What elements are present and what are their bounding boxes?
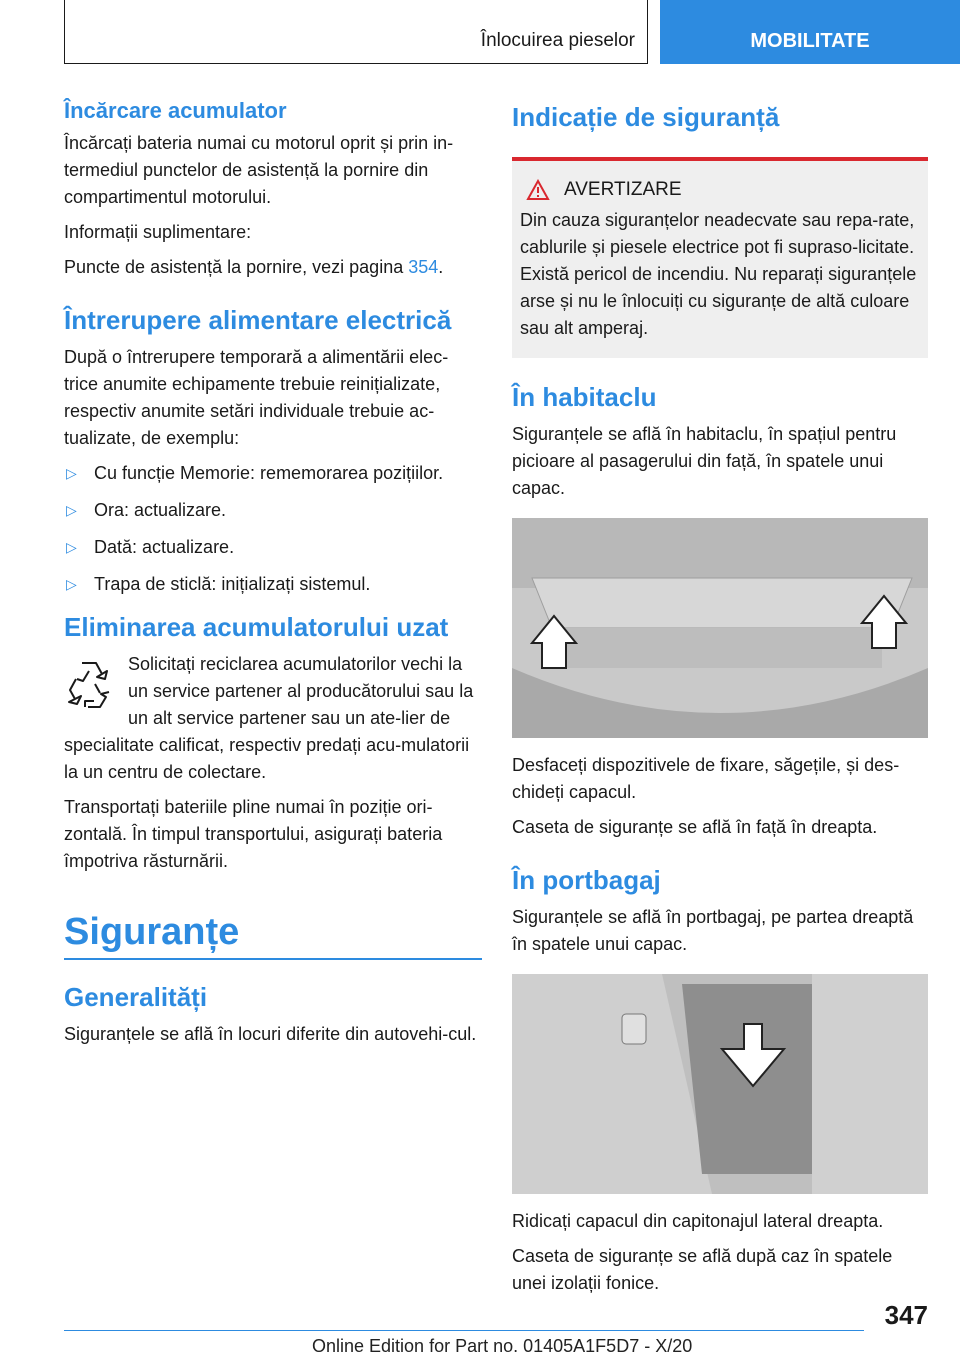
list-item: ▷ Cu funcție Memorie: rememorarea pozițiilor. bbox=[64, 460, 482, 487]
para-power: După o întrerupere temporară a alimentării elec‐trice anumite echipamente trebuie reinițializate, respectiv anumite setări individuale trebuie ac‐tualizate, de exemplu: bbox=[64, 347, 449, 448]
para-ref: Puncte de asistență la pornire, vezi pagina 354. bbox=[64, 257, 444, 277]
page-ref-link[interactable]: 354 bbox=[408, 257, 439, 277]
list-item: ▷ Trapa de sticlă: inițializați sistemul. bbox=[64, 571, 482, 598]
trunk-fuse-photo bbox=[512, 974, 928, 1194]
list-item: ▷ Dată: actualizare. bbox=[64, 534, 482, 561]
chapter-tab[interactable]: MOBILITATE bbox=[660, 0, 960, 64]
warning-text: Din cauza siguranțelor neadecvate sau repa‐rate, cablurile și piesele electrice pot fi supraso‐licitate. Există pericol de incendiu. Nu reparați siguranțele arse și nu le înlocuiți cu siguranțe de altă culoare sau alt amperaj. bbox=[520, 210, 917, 338]
heading-dispose: Eliminarea acumulatorului uzat bbox=[64, 612, 449, 642]
left-column bbox=[64, 98, 482, 1056]
warning-triangle-icon bbox=[526, 179, 550, 201]
warning-title: AVERTIZARE bbox=[564, 179, 682, 200]
header-frame bbox=[64, 0, 648, 64]
para-general: Siguranțele se află în locuri diferite din autovehi‐cul. bbox=[64, 1024, 477, 1044]
para-info: Informații suplimentare: bbox=[64, 222, 252, 242]
heading-charge: Încărcare acumulator bbox=[64, 98, 287, 123]
footer-divider bbox=[64, 1330, 864, 1331]
cabin-fuse-photo bbox=[512, 518, 928, 738]
warning-title-row bbox=[520, 179, 920, 201]
heading-cabin: În habitaclu bbox=[512, 382, 657, 412]
recycle-icon bbox=[64, 657, 114, 715]
chapter-heading-fuses: Siguranțe bbox=[64, 911, 482, 960]
para-trunk-box: Caseta de siguranțe se află după caz în spatele unei izolații fonice. bbox=[512, 1246, 893, 1293]
recycle-block bbox=[64, 651, 482, 786]
warning-box bbox=[512, 157, 928, 358]
bullet-list bbox=[64, 460, 482, 598]
heading-general: Generalități bbox=[64, 982, 208, 1012]
para-trunk-step: Ridicați capacul din capitonajul lateral dreapta. bbox=[512, 1211, 884, 1231]
heading-trunk: În portbagaj bbox=[512, 865, 661, 895]
edition-text: Online Edition for Part no. 01405A1F5D7 - X/20 bbox=[312, 1336, 693, 1356]
section-title: Înlocuirea pieselor bbox=[480, 30, 635, 51]
para-transport: Transportați bateriile pline numai în poziție ori‐zontală. În timpul transportului, asigurați bateria împotriva răsturnării. bbox=[64, 797, 443, 871]
heading-safety: Indicație de siguranță bbox=[512, 102, 780, 132]
para-cabin-step: Desfaceți dispozitivele de fixare, săgețile, și des‐chideți capacul. bbox=[512, 755, 900, 802]
para-cabin-box: Caseta de siguranțe se află în față în dreapta. bbox=[512, 817, 878, 837]
heading-power: Întrerupere alimentare electrică bbox=[64, 305, 452, 335]
list-item: ▷ Ora: actualizare. bbox=[64, 497, 482, 524]
triangle-bullet-icon: ▷ bbox=[66, 576, 77, 592]
triangle-bullet-icon: ▷ bbox=[66, 465, 77, 481]
right-column bbox=[512, 98, 928, 1305]
para-cabin: Siguranțele se află în habitaclu, în spațiul pentru picioare al pasagerului din față, în spatele unui capac. bbox=[512, 424, 897, 498]
triangle-bullet-icon: ▷ bbox=[66, 502, 77, 518]
para-charge: Încărcați bateria numai cu motorul oprit și prin in‐termediul punctelor de asistență la pornire din compartimentul motorului. bbox=[64, 133, 454, 207]
para-dispose: Solicitați reciclarea acumulatorilor vechi la un service partener al producătorului sau la un alt service partener sau un ate‐lier de specialitate calificat, respectiv predați acu‐mulatorii la un centru de colectare. bbox=[64, 654, 474, 782]
para-trunk: Siguranțele se află în portbagaj, pe partea dreaptă în spatele unui capac. bbox=[512, 907, 914, 954]
page-number: 347 bbox=[884, 1300, 928, 1330]
triangle-bullet-icon: ▷ bbox=[66, 539, 77, 555]
